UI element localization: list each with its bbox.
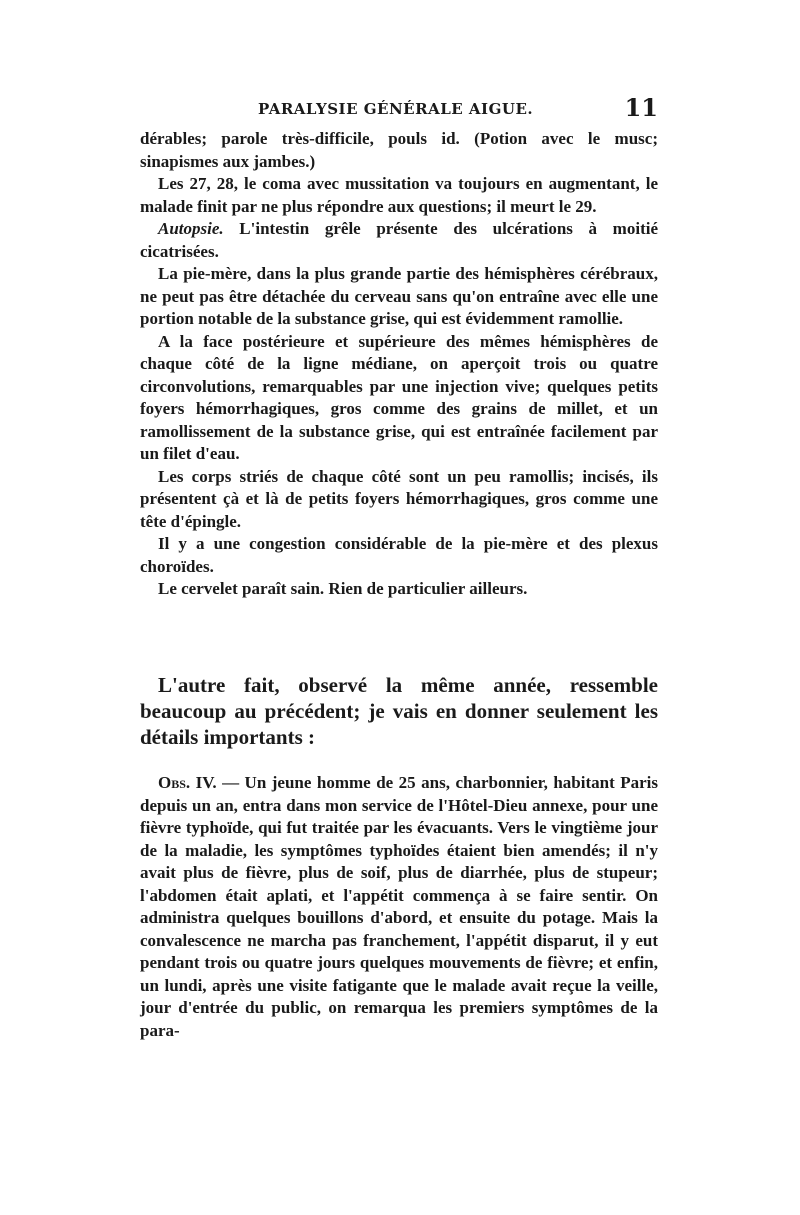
paragraph: dérables; parole très-difficile, pouls id. (Potion avec le musc; sinapismes aux jambes.) [140,129,658,171]
autopsy-heading: Autopsie. [158,219,224,238]
paragraph: Les corps striés de chaque côté sont un peu ramollis; incisés, ils présentent çà et là de petits foyers hémorrhagiques, gros comme une tête d'épingle. [140,466,658,531]
observation-text: — Un jeune homme de 25 ans, charbonnier, habitant Paris depuis un an, entra dans mon service de l'Hôtel-Dieu annexe, pour une fièvre typhoïde, qui fut traitée par les évacuants. Vers le vingtième jour de la maladie, les symptômes typhoïdes étaient bien amendés; il n'y avait plus de fièvre, plus de soif, plus de diarrhée, plus de stupeur; l'abdomen était aplati, et l'appétit commença à se faire sentir. On administra quelques bouillons d'abord, et ensuite du potage. Mais la convalescence ne marcha pas franchement, l'appétit disparut, il y eut pendant trois ou quatre jours quelques mouvements de fièvre; et enfin, un lundi, après une visite fatigante que le malade avait reçue la veille, jour d'entrée du public, on remarqua les premiers symptômes de la para- [140,773,658,1040]
paragraph: Il y a une congestion considérable de la pie-mère et des plexus choroïdes. [140,534,658,576]
paragraph: Le cervelet paraît sain. Rien de particulier ailleurs. [158,579,528,598]
autopsy-paragraph [140,218,658,263]
observation-continuation [140,128,658,601]
observation-iv [140,772,658,1042]
autopsy-text: L'intestin grêle présente des ulcérations à moitié cicatrisées. [140,219,658,261]
intro-paragraph: L'autre fait, observé la même année, ressemble beaucoup au précédent; je vais en donner seulement les détails importants : [140,673,658,749]
page-header [140,93,658,124]
paragraph: A la face postérieure et supérieure des mêmes hémisphères de chaque côté de la ligne médiane, on aperçoit trois ou quatre circonvolutions, remarquables par une injection vive; quelques petits foyers hémorrhagiques, gros comme des grains de millet, et un ramollissement de la substance grise, qui est entraînée facilement par un filet d'eau. [140,331,658,463]
observation-label: Obs. IV. [158,773,217,792]
observation-paragraph [140,772,658,1042]
page-number: 11 [624,93,658,122]
paragraph: Les 27, 28, le coma avec mussitation va toujours en augmentant, le malade finit par ne plus répondre aux questions; il meurt le 29. [140,174,658,216]
running-title: PARALYSIE GÉNÉRALE AIGUE. [258,100,534,118]
paragraph: La pie-mère, dans la plus grande partie des hémisphères cérébraux, ne peut pas être détachée du cerveau sans qu'on entraîne avec elle une portion notable de la substance grise, qui est évidemment ramollie. [140,264,658,328]
